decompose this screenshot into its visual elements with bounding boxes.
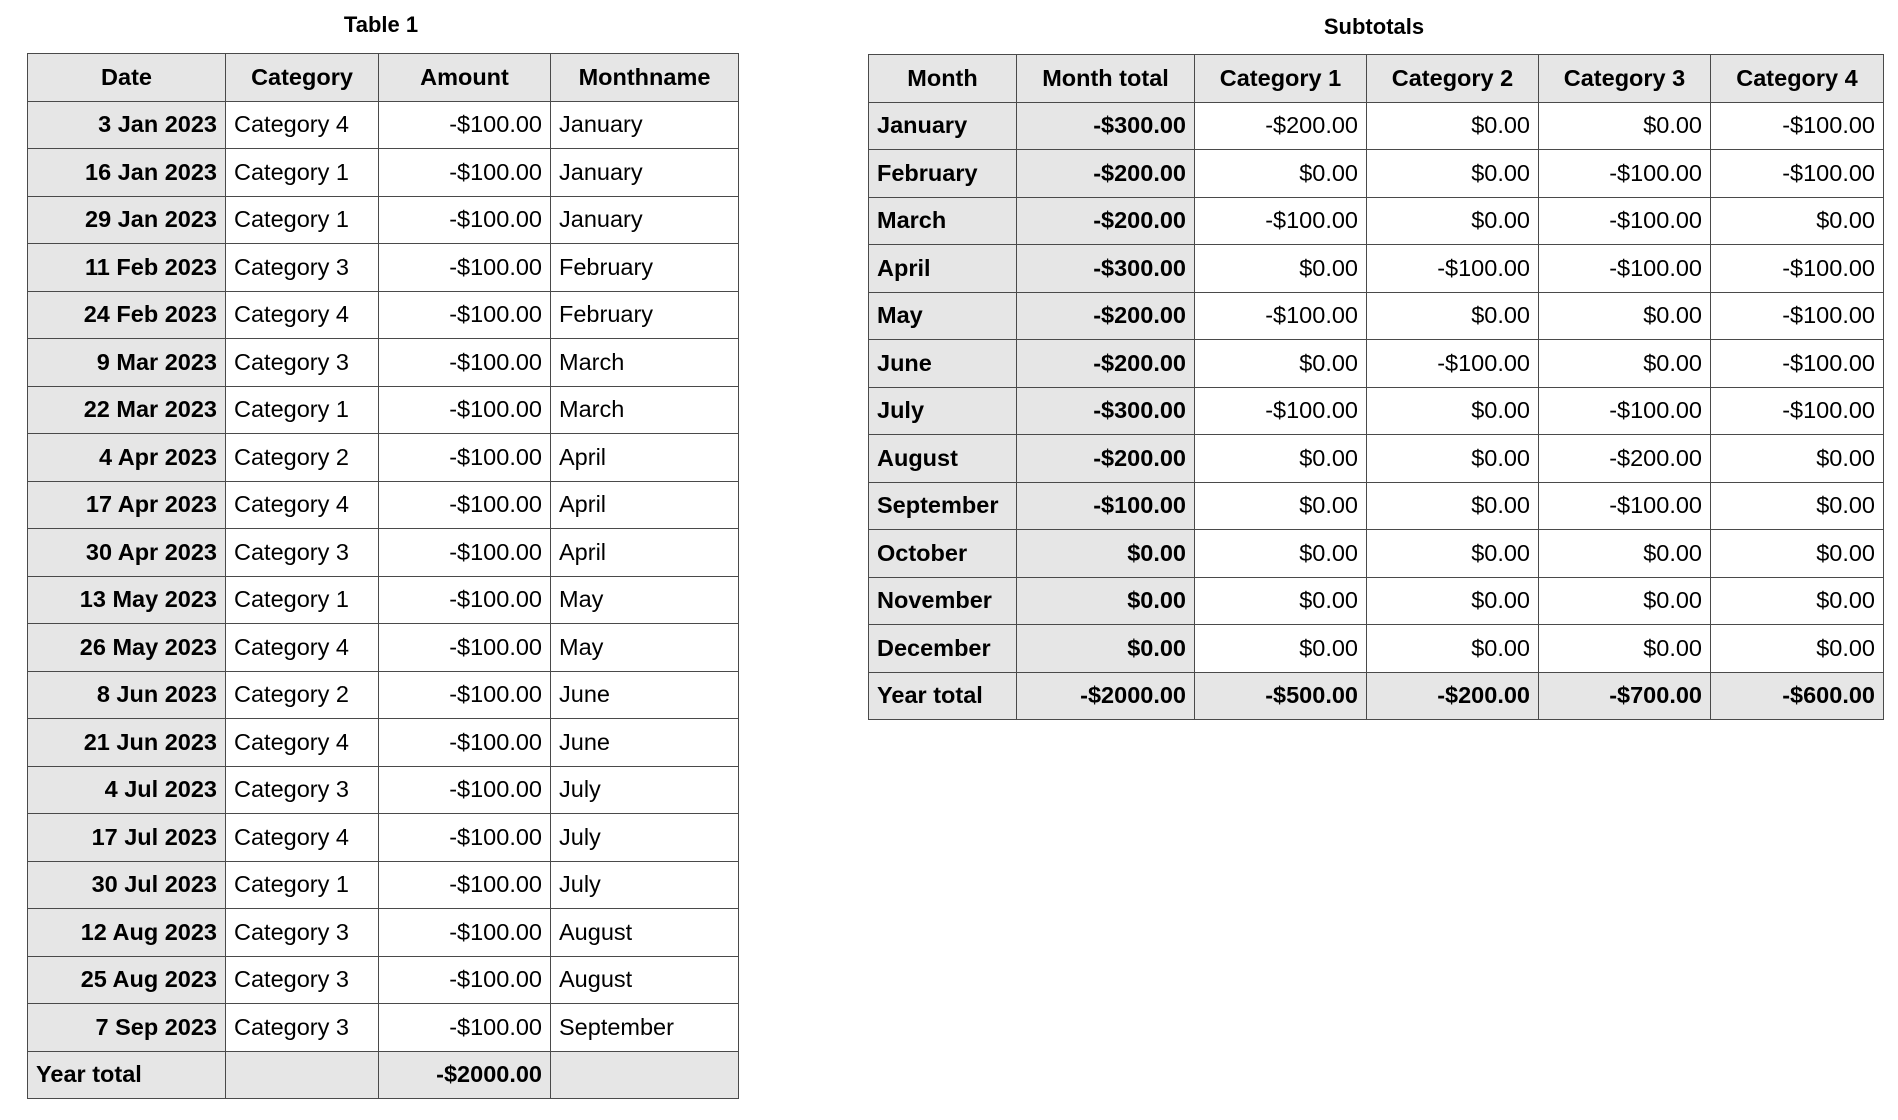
- transactions-table: [27, 53, 739, 1099]
- category-1-cell[interactable]: $0.00: [1195, 625, 1367, 673]
- monthname-cell[interactable]: August: [551, 909, 739, 957]
- month-total-cell[interactable]: -$300.00: [1017, 245, 1195, 293]
- date-cell[interactable]: 3 Jan 2023: [28, 101, 226, 149]
- category-1-cell[interactable]: $0.00: [1195, 340, 1367, 388]
- category-1-cell[interactable]: $0.00: [1195, 435, 1367, 483]
- monthname-cell[interactable]: March: [551, 386, 739, 434]
- table-row: [869, 435, 1884, 483]
- table2-title: Subtotals: [1323, 14, 1425, 39]
- date-cell[interactable]: 17 Jul 2023: [28, 814, 226, 862]
- category-cell[interactable]: Category 2: [226, 434, 379, 482]
- category-2-cell[interactable]: $0.00: [1367, 102, 1539, 150]
- category-cell[interactable]: Category 3: [226, 244, 379, 292]
- category-2-cell[interactable]: $0.00: [1367, 292, 1539, 340]
- category-4-cell[interactable]: -$100.00: [1711, 340, 1884, 388]
- amount-cell[interactable]: -$100.00: [379, 956, 551, 1004]
- category-cell[interactable]: Category 2: [226, 671, 379, 719]
- category-2-cell[interactable]: $0.00: [1367, 530, 1539, 578]
- table1-title: Table 1: [343, 12, 419, 37]
- table-row: [869, 340, 1884, 388]
- category-1-cell[interactable]: -$100.00: [1195, 387, 1367, 435]
- monthname-cell[interactable]: July: [551, 814, 739, 862]
- category-1-cell[interactable]: $0.00: [1195, 530, 1367, 578]
- month-cell[interactable]: September: [869, 482, 1017, 530]
- category-cell[interactable]: Category 4: [226, 291, 379, 339]
- date-cell[interactable]: 8 Jun 2023: [28, 671, 226, 719]
- month-cell[interactable]: January: [869, 102, 1017, 150]
- category-cell[interactable]: Category 4: [226, 719, 379, 767]
- table-row: [869, 245, 1884, 293]
- category-2-cell[interactable]: $0.00: [1367, 197, 1539, 245]
- category-cell[interactable]: Category 3: [226, 956, 379, 1004]
- date-cell[interactable]: 11 Feb 2023: [28, 244, 226, 292]
- date-cell[interactable]: 7 Sep 2023: [28, 1004, 226, 1052]
- category-1-cell[interactable]: -$200.00: [1195, 102, 1367, 150]
- table-row: [28, 291, 739, 339]
- year-total-category-2[interactable]: -$200.00: [1367, 672, 1539, 720]
- category-3-cell[interactable]: -$200.00: [1539, 435, 1711, 483]
- amount-cell[interactable]: -$100.00: [379, 386, 551, 434]
- amount-cell[interactable]: -$100.00: [379, 244, 551, 292]
- table-row: [28, 1004, 739, 1052]
- date-cell[interactable]: 12 Aug 2023: [28, 909, 226, 957]
- col-header-monthname[interactable]: Monthname: [551, 54, 739, 102]
- table-row: [869, 387, 1884, 435]
- monthname-cell[interactable]: January: [551, 101, 739, 149]
- date-cell[interactable]: 13 May 2023: [28, 576, 226, 624]
- col-header-category-3[interactable]: Category 3: [1539, 55, 1711, 103]
- col-header-amount[interactable]: Amount: [379, 54, 551, 102]
- month-total-cell[interactable]: -$200.00: [1017, 435, 1195, 483]
- amount-cell[interactable]: -$100.00: [379, 624, 551, 672]
- category-3-cell[interactable]: -$100.00: [1539, 150, 1711, 198]
- table-row: [28, 814, 739, 862]
- month-total-cell[interactable]: -$200.00: [1017, 292, 1195, 340]
- category-2-cell[interactable]: $0.00: [1367, 435, 1539, 483]
- month-cell[interactable]: July: [869, 387, 1017, 435]
- date-cell[interactable]: 21 Jun 2023: [28, 719, 226, 767]
- category-cell[interactable]: Category 3: [226, 1004, 379, 1052]
- category-2-cell[interactable]: $0.00: [1367, 150, 1539, 198]
- amount-cell[interactable]: -$100.00: [379, 434, 551, 482]
- category-3-cell[interactable]: -$100.00: [1539, 482, 1711, 530]
- category-cell[interactable]: Category 4: [226, 101, 379, 149]
- category-1-cell[interactable]: $0.00: [1195, 245, 1367, 293]
- category-3-cell[interactable]: $0.00: [1539, 625, 1711, 673]
- monthname-cell[interactable]: June: [551, 671, 739, 719]
- table-row: [869, 530, 1884, 578]
- category-1-cell[interactable]: $0.00: [1195, 577, 1367, 625]
- table-row: [28, 244, 739, 292]
- month-total-cell[interactable]: $0.00: [1017, 625, 1195, 673]
- col-header-category-4[interactable]: Category 4: [1711, 55, 1884, 103]
- category-2-cell[interactable]: -$100.00: [1367, 340, 1539, 388]
- table-row: [28, 101, 739, 149]
- table-row: [28, 149, 739, 197]
- amount-cell[interactable]: -$100.00: [379, 766, 551, 814]
- category-4-cell[interactable]: $0.00: [1711, 577, 1884, 625]
- table-row: [869, 625, 1884, 673]
- year-total-row: [869, 672, 1884, 720]
- table-row: [28, 909, 739, 957]
- monthname-cell[interactable]: September: [551, 1004, 739, 1052]
- month-total-cell[interactable]: -$100.00: [1017, 482, 1195, 530]
- monthname-cell[interactable]: April: [551, 529, 739, 577]
- month-total-cell[interactable]: -$200.00: [1017, 340, 1195, 388]
- category-1-cell[interactable]: $0.00: [1195, 150, 1367, 198]
- year-total-label[interactable]: Year total: [28, 1051, 226, 1099]
- category-cell[interactable]: Category 1: [226, 576, 379, 624]
- category-2-cell[interactable]: $0.00: [1367, 387, 1539, 435]
- monthname-cell[interactable]: July: [551, 766, 739, 814]
- month-total-cell[interactable]: $0.00: [1017, 577, 1195, 625]
- year-total-row: [28, 1051, 739, 1099]
- table-row: [28, 861, 739, 909]
- amount-cell[interactable]: -$100.00: [379, 719, 551, 767]
- table-row: [28, 339, 739, 387]
- year-total-month-total[interactable]: -$2000.00: [1017, 672, 1195, 720]
- category-4-cell[interactable]: -$100.00: [1711, 150, 1884, 198]
- month-cell[interactable]: February: [869, 150, 1017, 198]
- category-1-cell[interactable]: -$100.00: [1195, 197, 1367, 245]
- monthname-cell[interactable]: May: [551, 576, 739, 624]
- col-header-month[interactable]: Month: [869, 55, 1017, 103]
- table-header-row: [28, 54, 739, 102]
- month-total-cell[interactable]: -$200.00: [1017, 197, 1195, 245]
- category-3-cell[interactable]: $0.00: [1539, 340, 1711, 388]
- category-cell[interactable]: Category 1: [226, 196, 379, 244]
- category-3-cell[interactable]: -$100.00: [1539, 387, 1711, 435]
- category-cell[interactable]: Category 1: [226, 149, 379, 197]
- date-cell[interactable]: 22 Mar 2023: [28, 386, 226, 434]
- category-4-cell[interactable]: -$100.00: [1711, 102, 1884, 150]
- table-header-row: [869, 55, 1884, 103]
- amount-cell[interactable]: -$100.00: [379, 576, 551, 624]
- date-cell[interactable]: 4 Jul 2023: [28, 766, 226, 814]
- amount-cell[interactable]: -$100.00: [379, 529, 551, 577]
- monthname-cell[interactable]: April: [551, 434, 739, 482]
- table-row: [28, 481, 739, 529]
- table-row: [869, 482, 1884, 530]
- date-cell[interactable]: 4 Apr 2023: [28, 434, 226, 482]
- category-1-cell[interactable]: $0.00: [1195, 482, 1367, 530]
- year-total-monthname-cell[interactable]: [551, 1051, 739, 1099]
- category-4-cell[interactable]: $0.00: [1711, 625, 1884, 673]
- category-cell[interactable]: Category 1: [226, 386, 379, 434]
- month-cell[interactable]: December: [869, 625, 1017, 673]
- amount-cell[interactable]: -$100.00: [379, 671, 551, 719]
- table-row: [28, 386, 739, 434]
- amount-cell[interactable]: -$100.00: [379, 814, 551, 862]
- category-cell[interactable]: Category 3: [226, 339, 379, 387]
- date-cell[interactable]: 16 Jan 2023: [28, 149, 226, 197]
- table-row: [28, 576, 739, 624]
- table-row: [28, 196, 739, 244]
- month-cell[interactable]: May: [869, 292, 1017, 340]
- category-3-cell[interactable]: $0.00: [1539, 577, 1711, 625]
- monthname-cell[interactable]: August: [551, 956, 739, 1004]
- category-1-cell[interactable]: -$100.00: [1195, 292, 1367, 340]
- monthname-cell[interactable]: February: [551, 244, 739, 292]
- category-4-cell[interactable]: $0.00: [1711, 435, 1884, 483]
- subtotals-table: [868, 54, 1884, 720]
- date-cell[interactable]: 25 Aug 2023: [28, 956, 226, 1004]
- category-2-cell[interactable]: -$100.00: [1367, 245, 1539, 293]
- table-row: [28, 671, 739, 719]
- date-cell[interactable]: 30 Jul 2023: [28, 861, 226, 909]
- amount-cell[interactable]: -$100.00: [379, 339, 551, 387]
- category-4-cell[interactable]: -$100.00: [1711, 292, 1884, 340]
- monthname-cell[interactable]: February: [551, 291, 739, 339]
- amount-cell[interactable]: -$100.00: [379, 1004, 551, 1052]
- table-row: [869, 292, 1884, 340]
- amount-cell[interactable]: -$100.00: [379, 196, 551, 244]
- amount-cell[interactable]: -$100.00: [379, 101, 551, 149]
- amount-cell[interactable]: -$100.00: [379, 481, 551, 529]
- table-row: [869, 577, 1884, 625]
- monthname-cell[interactable]: June: [551, 719, 739, 767]
- date-cell[interactable]: 9 Mar 2023: [28, 339, 226, 387]
- category-4-cell[interactable]: $0.00: [1711, 197, 1884, 245]
- category-4-cell[interactable]: -$100.00: [1711, 245, 1884, 293]
- category-cell[interactable]: Category 4: [226, 624, 379, 672]
- date-cell[interactable]: 29 Jan 2023: [28, 196, 226, 244]
- date-cell[interactable]: 24 Feb 2023: [28, 291, 226, 339]
- year-total-category-3[interactable]: -$700.00: [1539, 672, 1711, 720]
- date-cell[interactable]: 17 Apr 2023: [28, 481, 226, 529]
- category-2-cell[interactable]: $0.00: [1367, 482, 1539, 530]
- category-3-cell[interactable]: $0.00: [1539, 102, 1711, 150]
- month-cell[interactable]: November: [869, 577, 1017, 625]
- year-total-category-4[interactable]: -$600.00: [1711, 672, 1884, 720]
- table-row: [869, 102, 1884, 150]
- monthname-cell[interactable]: July: [551, 861, 739, 909]
- category-3-cell[interactable]: -$100.00: [1539, 197, 1711, 245]
- date-cell[interactable]: 30 Apr 2023: [28, 529, 226, 577]
- category-3-cell[interactable]: $0.00: [1539, 530, 1711, 578]
- category-cell[interactable]: Category 3: [226, 766, 379, 814]
- category-cell[interactable]: Category 4: [226, 481, 379, 529]
- amount-cell[interactable]: -$100.00: [379, 149, 551, 197]
- category-4-cell[interactable]: -$100.00: [1711, 387, 1884, 435]
- year-total-amount[interactable]: -$2000.00: [379, 1051, 551, 1099]
- month-cell[interactable]: June: [869, 340, 1017, 388]
- amount-cell[interactable]: -$100.00: [379, 909, 551, 957]
- table-row: [28, 624, 739, 672]
- table-row: [869, 197, 1884, 245]
- category-4-cell[interactable]: $0.00: [1711, 482, 1884, 530]
- month-total-cell[interactable]: -$300.00: [1017, 102, 1195, 150]
- month-cell[interactable]: August: [869, 435, 1017, 483]
- year-total-category-1[interactable]: -$500.00: [1195, 672, 1367, 720]
- year-total-category-cell[interactable]: [226, 1051, 379, 1099]
- date-cell[interactable]: 26 May 2023: [28, 624, 226, 672]
- month-total-cell[interactable]: $0.00: [1017, 530, 1195, 578]
- month-total-cell[interactable]: -$300.00: [1017, 387, 1195, 435]
- monthname-cell[interactable]: January: [551, 149, 739, 197]
- monthname-cell[interactable]: March: [551, 339, 739, 387]
- monthname-cell[interactable]: January: [551, 196, 739, 244]
- category-3-cell[interactable]: $0.00: [1539, 292, 1711, 340]
- col-header-category[interactable]: Category: [226, 54, 379, 102]
- month-cell[interactable]: October: [869, 530, 1017, 578]
- month-total-cell[interactable]: -$200.00: [1017, 150, 1195, 198]
- category-cell[interactable]: Category 1: [226, 861, 379, 909]
- month-cell[interactable]: April: [869, 245, 1017, 293]
- monthname-cell[interactable]: April: [551, 481, 739, 529]
- category-cell[interactable]: Category 3: [226, 909, 379, 957]
- monthname-cell[interactable]: May: [551, 624, 739, 672]
- amount-cell[interactable]: -$100.00: [379, 861, 551, 909]
- category-2-cell[interactable]: $0.00: [1367, 577, 1539, 625]
- col-header-category-1[interactable]: Category 1: [1195, 55, 1367, 103]
- category-3-cell[interactable]: -$100.00: [1539, 245, 1711, 293]
- category-cell[interactable]: Category 3: [226, 529, 379, 577]
- table-row: [28, 719, 739, 767]
- table-row: [28, 434, 739, 482]
- col-header-category-2[interactable]: Category 2: [1367, 55, 1539, 103]
- category-cell[interactable]: Category 4: [226, 814, 379, 862]
- amount-cell[interactable]: -$100.00: [379, 291, 551, 339]
- col-header-month-total[interactable]: Month total: [1017, 55, 1195, 103]
- table-row: [28, 766, 739, 814]
- month-cell[interactable]: March: [869, 197, 1017, 245]
- category-4-cell[interactable]: $0.00: [1711, 530, 1884, 578]
- table-row: [869, 150, 1884, 198]
- category-2-cell[interactable]: $0.00: [1367, 625, 1539, 673]
- table-row: [28, 529, 739, 577]
- table-row: [28, 956, 739, 1004]
- year-total-label[interactable]: Year total: [869, 672, 1017, 720]
- col-header-date[interactable]: Date: [28, 54, 226, 102]
